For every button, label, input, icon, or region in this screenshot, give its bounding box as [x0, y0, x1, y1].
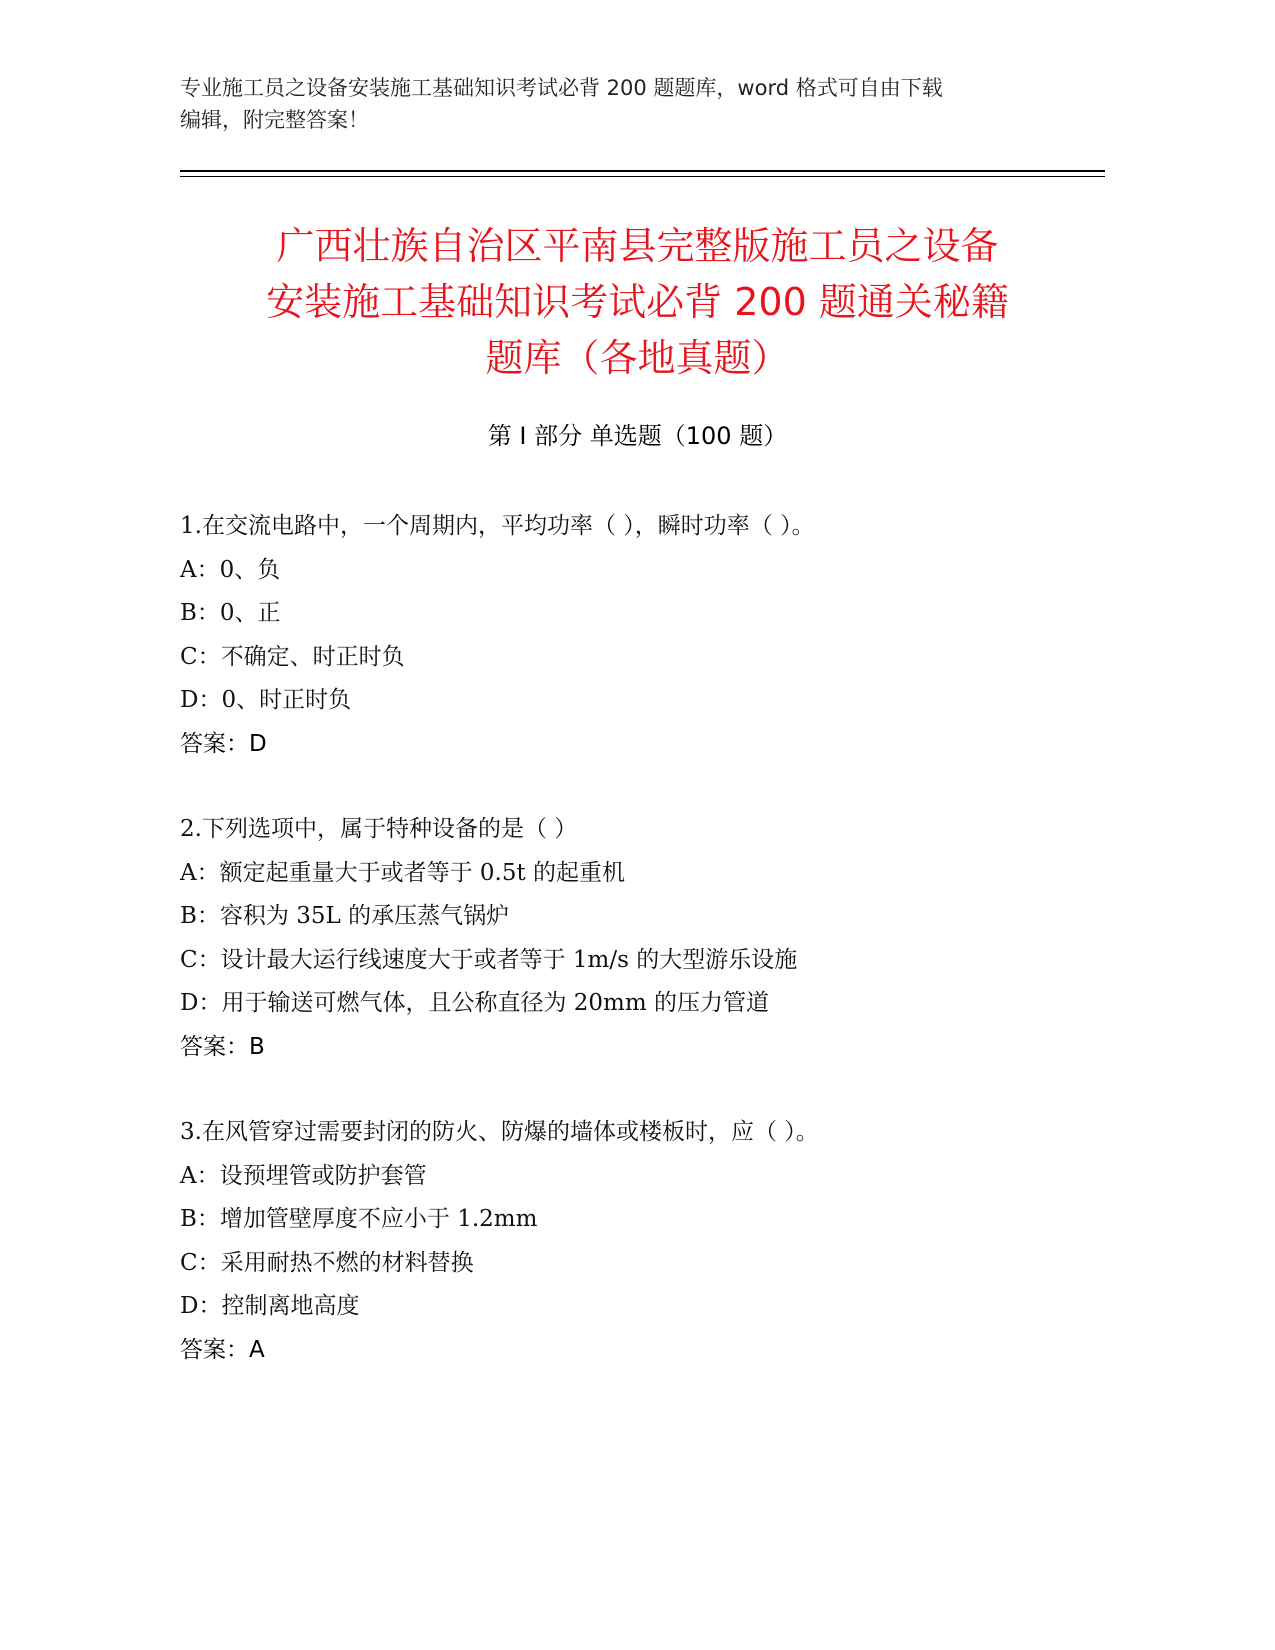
header-note-line-1: 专业施工员之设备安装施工基础知识考试必背 200 题题库，word 格式可自由下载	[180, 76, 943, 100]
question-3	[180, 1111, 1140, 1372]
question-1	[180, 505, 1140, 766]
answer: 答案：A	[180, 1336, 265, 1363]
header-note	[180, 72, 1080, 136]
answer: 答案：D	[180, 730, 267, 757]
question-list	[180, 505, 1140, 1414]
question-stem: 1.在交流电路中，一个周期内，平均功率（ ），瞬时功率（ ）。	[180, 513, 815, 539]
option-c: C：采用耐热不燃的材料替换	[180, 1249, 474, 1276]
question-stem: 2.下列选项中，属于特种设备的是（ ）	[180, 816, 578, 842]
section-title: 第 I 部分 单选题（100 题）	[487, 422, 788, 450]
header-rule-thin	[180, 176, 1105, 177]
document-title-line-3: 题库（各地真题）	[485, 336, 790, 380]
option-a: A：设预埋管或防护套管	[180, 1162, 427, 1189]
question-stem: 3.在风管穿过需要封闭的防火、防爆的墙体或楼板时，应（ ）。	[180, 1119, 819, 1145]
option-d: D：0、时正时负	[180, 687, 352, 713]
document-title	[160, 218, 1115, 386]
header-rule-thick	[180, 170, 1105, 172]
option-a: A：0、负	[180, 556, 281, 583]
option-b: B：增加管壁厚度不应小于 1.2mm	[180, 1206, 538, 1232]
document-title-line-1: 广西壮族自治区平南县完整版施工员之设备	[276, 224, 999, 268]
header-note-line-2: 编辑，附完整答案！	[180, 108, 369, 132]
option-b: B：容积为 35L 的承压蒸气锅炉	[180, 903, 510, 929]
document-title-line-2: 安装施工基础知识考试必背 200 题通关秘籍	[266, 280, 1009, 324]
option-d: D：控制离地高度	[180, 1293, 360, 1319]
option-a: A：额定起重量大于或者等于 0.5t 的起重机	[180, 859, 626, 886]
question-2	[180, 808, 1140, 1069]
option-c: C：设计最大运行线速度大于或者等于 1m/s 的大型游乐设施	[180, 946, 798, 973]
option-c: C：不确定、时正时负	[180, 643, 405, 670]
option-d: D：用于输送可燃气体，且公称直径为 20mm 的压力管道	[180, 990, 769, 1016]
answer: 答案：B	[180, 1033, 265, 1060]
option-b: B：0、正	[180, 600, 281, 626]
